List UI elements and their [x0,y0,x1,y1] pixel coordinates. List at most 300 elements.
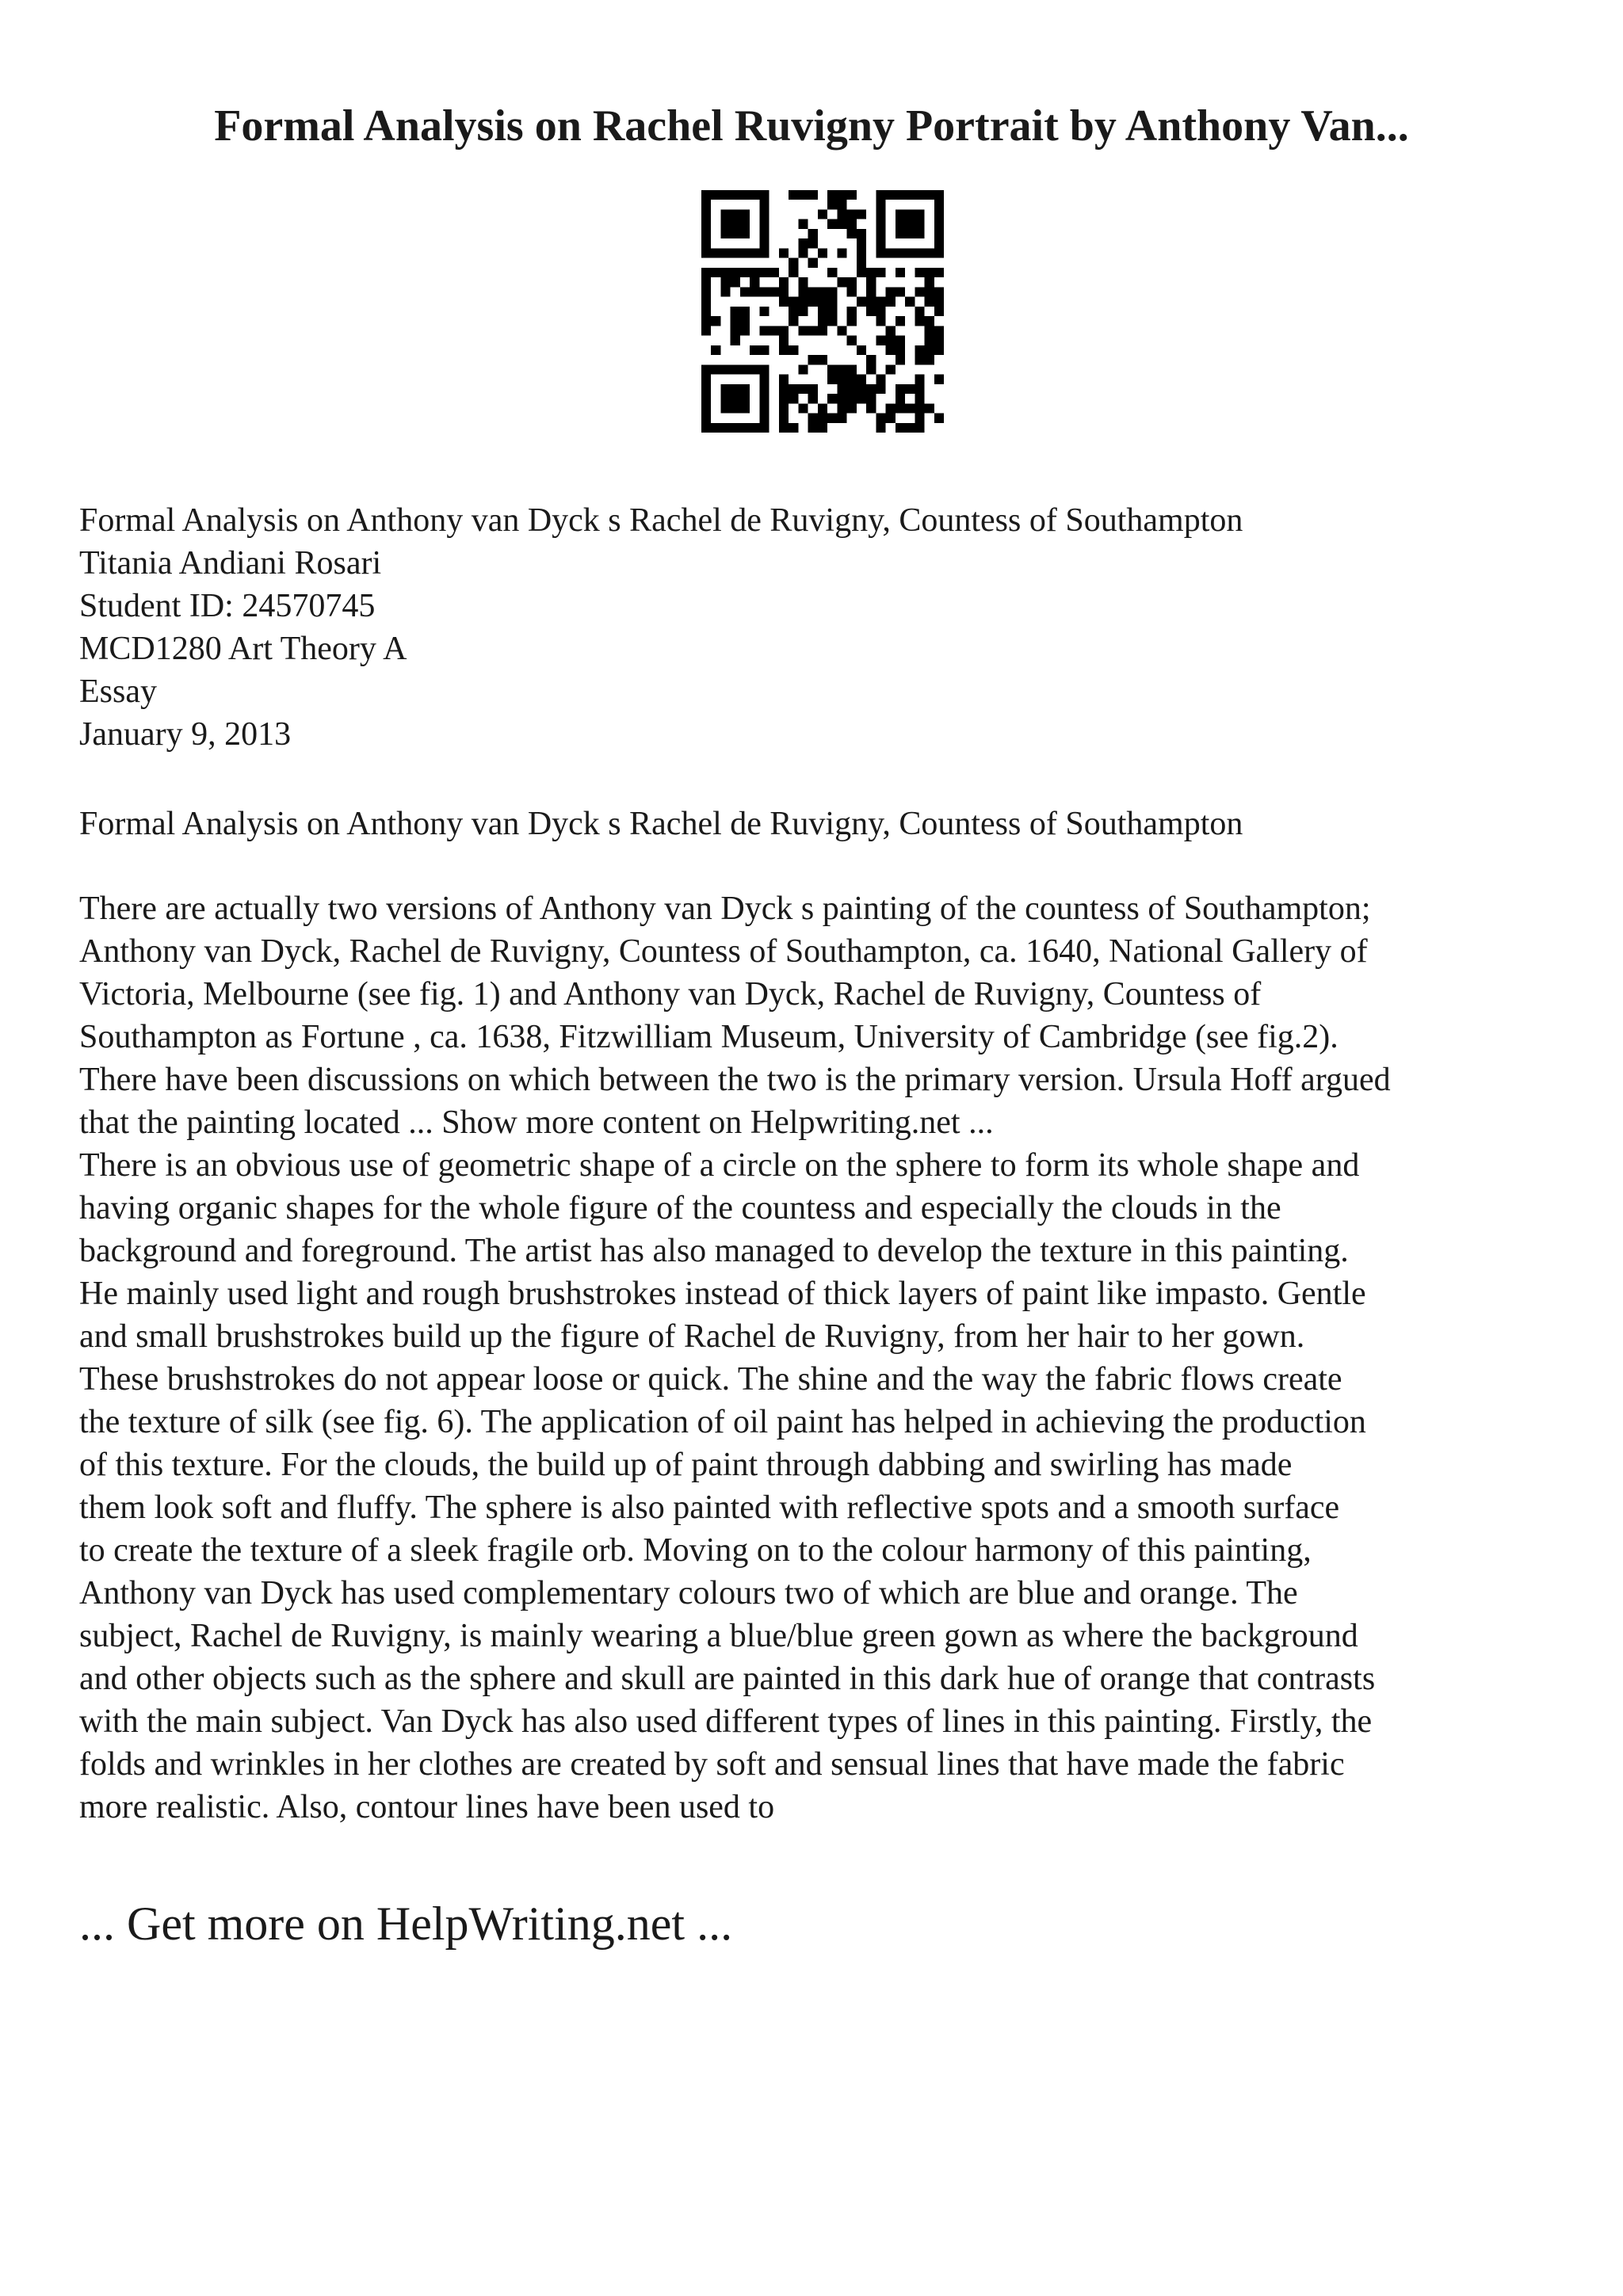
qr-module [876,190,885,200]
qr-module [827,219,837,229]
qr-module [740,268,750,277]
qr-module [759,394,769,403]
qr-module [731,229,740,238]
qr-module [915,190,924,200]
qr-module [759,307,769,316]
qr-module [866,394,876,403]
qr-module [701,297,711,307]
qr-module [779,345,789,355]
qr-module [857,345,866,355]
qr-module [818,326,827,335]
qr-module [740,287,750,296]
qr-module [876,307,885,316]
qr-module [701,394,711,403]
qr-module [720,268,730,277]
qr-module [759,268,769,277]
qr-module [798,326,808,335]
qr-module [837,209,846,219]
qr-module [896,248,905,257]
qr-module [701,219,711,229]
qr-module [798,238,808,248]
qr-module [847,307,857,316]
qr-module [827,364,837,374]
qr-module [925,336,934,345]
qr-module [915,209,924,219]
body-line: with the main subject. Van Dyck has also used different types of lines in this painting. Firstly, the [79,1703,1373,1740]
qr-module [759,414,769,423]
qr-module [847,219,857,229]
qr-module [847,316,857,326]
qr-module [876,200,885,209]
qr-module [925,248,934,257]
qr-module [711,423,720,433]
qr-module [886,190,896,200]
get-more-link[interactable]: ... Get more on HelpWriting.net ... [79,1897,733,1950]
qr-module [720,423,730,433]
qr-module [886,403,896,413]
essay-body [79,887,1553,1829]
qr-module [857,375,866,384]
qr-module [701,364,711,374]
qr-module [915,219,924,229]
qr-module [740,394,750,403]
qr-module [837,277,846,287]
qr-module [827,316,837,326]
qr-module [915,248,924,257]
qr-module [720,229,730,238]
qr-module [818,248,827,257]
qr-module [740,423,750,433]
qr-module [750,423,759,433]
qr-module [847,209,857,219]
qr-module [934,268,944,277]
qr-module [701,229,711,238]
qr-module [934,219,944,229]
qr-module [701,209,711,219]
qr-module [866,355,876,364]
qr-module [896,403,905,413]
qr-module [925,277,934,287]
body-line: and other objects such as the sphere and skull are painted in this dark hue of orange that contrasts [79,1661,1376,1697]
qr-module [915,229,924,238]
qr-module [818,414,827,423]
body-line: Anthony van Dyck, Rachel de Ruvigny, Countess of Southampton, ca. 1640, National Gallery of [79,933,1368,970]
qr-module [759,287,769,296]
qr-module [759,248,769,257]
qr-module [740,364,750,374]
qr-module [789,423,798,433]
qr-module [876,423,885,433]
qr-module [876,336,885,345]
qr-module [720,364,730,374]
qr-module [934,229,944,238]
qr-module [759,209,769,219]
body-line: of this texture. For the clouds, the build up of paint through dabbing and swirling has made [79,1447,1293,1483]
qr-module [896,287,905,296]
qr-module [701,307,711,316]
qr-module [789,384,798,394]
qr-module [731,364,740,374]
qr-module [857,258,866,268]
qr-module [896,268,905,277]
qr-module [905,384,915,394]
qr-module [701,277,711,287]
qr-module [750,364,759,374]
qr-module [731,326,740,335]
qr-module [905,209,915,219]
qr-module [701,238,711,248]
qr-module [808,423,818,433]
qr-module [827,414,837,423]
qr-module [837,384,846,394]
qr-module [934,375,944,384]
author-name: Titania Andiani Rosari [79,545,382,582]
qr-module [798,248,808,257]
qr-module [759,326,769,335]
qr-module [701,190,711,200]
body-line: Anthony van Dyck has used complementary colours two of which are blue and orange. The [79,1575,1298,1611]
qr-module [818,297,827,307]
qr-module [720,394,730,403]
qr-module [779,403,789,413]
qr-module [711,364,720,374]
body-line: more realistic. Also, contour lines have been used to [79,1789,775,1825]
qr-module [808,258,818,268]
qr-module [827,394,837,403]
qr-module [750,248,759,257]
qr-module [837,403,846,413]
qr-module [808,297,818,307]
qr-module [857,297,866,307]
body-line: subject, Rachel de Ruvigny, is mainly wearing a blue/blue green gown as where the background [79,1618,1358,1654]
qr-module [779,277,789,287]
qr-module [847,364,857,374]
qr-module [915,307,924,316]
qr-module [934,307,944,316]
qr-module [876,384,885,394]
qr-module [701,414,711,423]
qr-module [731,336,740,345]
qr-module [925,190,934,200]
body-line: These brushstrokes do not appear loose or quick. The shine and the way the fabric flows create [79,1361,1342,1398]
qr-module [876,229,885,238]
qr-module [740,229,750,238]
qr-module [847,403,857,413]
qr-module [779,297,789,307]
body-line: folds and wrinkles in her clothes are created by soft and sensual lines that have made the fabric [79,1746,1345,1783]
qr-module [818,209,827,219]
body-line: There have been discussions on which between the two is the primary version. Ursula Hoff argued [79,1062,1391,1098]
qr-module [750,277,759,287]
body-line: He mainly used light and rough brushstrokes instead of thick layers of paint like impasto. Gentle [79,1276,1366,1312]
qr-module [789,316,798,326]
qr-module [720,403,730,413]
qr-module [808,287,818,296]
body-line: having organic shapes for the whole figure of the countess and especially the clouds in the [79,1190,1281,1226]
qr-module [934,287,944,296]
qr-module [827,297,837,307]
qr-module [905,403,915,413]
qr-module [701,200,711,209]
qr-module [857,229,866,238]
qr-module [731,248,740,257]
qr-module [779,375,789,384]
qr-module [789,307,798,316]
qr-module [759,403,769,413]
qr-module [731,316,740,326]
qr-module [915,403,924,413]
qr-module [934,326,944,335]
qr-module [798,287,808,296]
qr-module [837,219,846,229]
qr-module [866,287,876,296]
qr-module [837,414,846,423]
qr-module [905,190,915,200]
qr-module [876,238,885,248]
qr-module [837,248,846,257]
qr-module [759,219,769,229]
qr-module [759,375,769,384]
qr-module [720,384,730,394]
qr-module [798,384,808,394]
qr-module [896,394,905,403]
qr-module [837,394,846,403]
qr-module [711,248,720,257]
qr-module [896,423,905,433]
qr-module [857,394,866,403]
qr-module [759,200,769,209]
qr-module [934,209,944,219]
qr-module [818,316,827,326]
qr-module [925,326,934,335]
qr-module [886,336,896,345]
qr-module [731,190,740,200]
qr-module [779,248,789,257]
qr-module [866,384,876,394]
qr-module [905,248,915,257]
qr-module [798,364,808,374]
qr-module [876,414,885,423]
qr-module [886,414,896,423]
qr-module [759,384,769,394]
body-line: There is an obvious use of geometric shape of a circle on the sphere to form its whole shape and [79,1147,1360,1184]
qr-module [740,326,750,335]
qr-module [847,287,857,296]
qr-module [827,200,837,209]
qr-module [876,219,885,229]
qr-module [731,209,740,219]
qr-module [798,403,808,413]
qr-module [934,200,944,209]
qr-module [789,190,798,200]
qr-module [857,384,866,394]
qr-module [759,229,769,238]
qr-module [886,287,896,296]
document-date: January 9, 2013 [79,716,292,753]
qr-module [789,345,798,355]
body-line: Southampton as Fortune , ca. 1638, Fitzwilliam Museum, University of Cambridge (see fig.2). [79,1019,1338,1055]
qr-module [915,414,924,423]
qr-module [759,423,769,433]
qr-module [818,423,827,433]
qr-module [876,375,885,384]
qr-module [837,200,846,209]
qr-module [808,355,818,364]
qr-module [915,384,924,394]
qr-module [886,248,896,257]
qr-module [701,287,711,296]
qr-module [837,375,846,384]
qr-module [789,268,798,277]
qr-module [866,268,876,277]
qr-module [731,394,740,403]
qr-module [934,414,944,423]
qr-module [769,326,779,335]
essay-title: Formal Analysis on Anthony van Dyck s Rachel de Ruvigny, Countess of Southampton [79,806,1243,842]
qr-module [798,190,808,200]
qr-module [740,190,750,200]
qr-module [905,423,915,433]
qr-module [827,268,837,277]
qr-module [905,219,915,229]
qr-module [847,336,857,345]
body-line: the texture of silk (see fig. 6). The application of oil paint has helped in achieving the production [79,1404,1366,1440]
qr-module [759,190,769,200]
qr-module [818,307,827,316]
qr-module [896,336,905,345]
qr-module [740,307,750,316]
qr-module [934,297,944,307]
qr-module [740,403,750,413]
qr-module [779,326,789,335]
qr-module [759,238,769,248]
qr-code-icon [701,190,944,433]
qr-module [847,277,857,287]
qr-module [779,384,789,394]
qr-module [827,307,837,316]
student-id: Student ID: 24570745 [79,588,376,624]
qr-module [915,375,924,384]
qr-module [731,384,740,394]
qr-module [789,258,798,268]
document-title: Formal Analysis on Rachel Ruvigny Portrait by Anthony Van... [214,101,1409,151]
qr-module [934,248,944,257]
qr-module [720,190,730,200]
body-line: Victoria, Melbourne (see fig. 1) and Anthony van Dyck, Rachel de Ruvigny, Countess of [79,976,1262,1013]
qr-module [886,364,896,374]
qr-module [847,190,857,200]
qr-module [711,268,720,277]
qr-module [759,345,769,355]
qr-module [934,190,944,200]
qr-module [720,209,730,219]
qr-module [827,287,837,296]
qr-module [866,277,876,287]
qr-module [720,287,730,296]
qr-module [818,287,827,296]
qr-module [837,326,846,335]
qr-module [915,316,924,326]
qr-module [798,307,808,316]
qr-module [915,355,924,364]
qr-module [896,384,905,394]
qr-module [886,326,896,335]
body-line: background and foreground. The artist has also managed to develop the texture in this painting. [79,1233,1349,1269]
qr-module [701,423,711,433]
qr-module [711,345,720,355]
qr-module [925,268,934,277]
course-code: MCD1280 Art Theory A [79,631,407,667]
qr-module [896,190,905,200]
qr-module [934,238,944,248]
qr-module [750,268,759,277]
qr-module [750,345,759,355]
qr-module [808,326,818,335]
qr-module [808,414,818,423]
qr-module [711,190,720,200]
qr-module [808,190,818,200]
show-more-line[interactable]: that the painting located ... Show more content on Helpwriting.net ... [79,1104,994,1141]
qr-module [701,268,711,277]
body-line: them look soft and fluffy. The sphere is also painted with reflective spots and a smooth surface [79,1489,1340,1526]
qr-module [886,297,896,307]
qr-module [847,375,857,384]
essay-heading: Formal Analysis on Anthony van Dyck s Rachel de Ruvigny, Countess of Southampton [79,502,1243,539]
qr-module [866,364,876,374]
qr-module [925,403,934,413]
qr-module [925,355,934,364]
qr-module [876,209,885,219]
document-header [79,499,1553,756]
qr-module [779,414,789,423]
qr-module [915,268,924,277]
qr-module [731,277,740,287]
qr-module [720,248,730,257]
qr-module [896,209,905,219]
qr-module [818,403,827,413]
qr-module [759,364,769,374]
qr-module [779,336,789,345]
qr-module [798,297,808,307]
document-type: Essay [79,673,157,710]
qr-module [779,423,789,433]
qr-module [896,219,905,229]
qr-module [905,229,915,238]
qr-module [896,229,905,238]
qr-module [857,238,866,248]
qr-module [740,248,750,257]
qr-module [731,268,740,277]
qr-module [740,219,750,229]
qr-module [701,375,711,384]
qr-module [731,403,740,413]
qr-module [876,297,885,307]
qr-module [896,355,905,364]
qr-module [857,209,866,219]
qr-module [866,307,876,316]
qr-module [731,423,740,433]
qr-module [720,219,730,229]
qr-module [808,238,818,248]
qr-module [915,423,924,433]
qr-module [798,219,808,229]
qr-module [798,277,808,287]
qr-module [779,287,789,296]
qr-module [827,190,837,200]
qr-module [847,229,857,238]
qr-module [925,287,934,296]
qr-module [847,384,857,394]
